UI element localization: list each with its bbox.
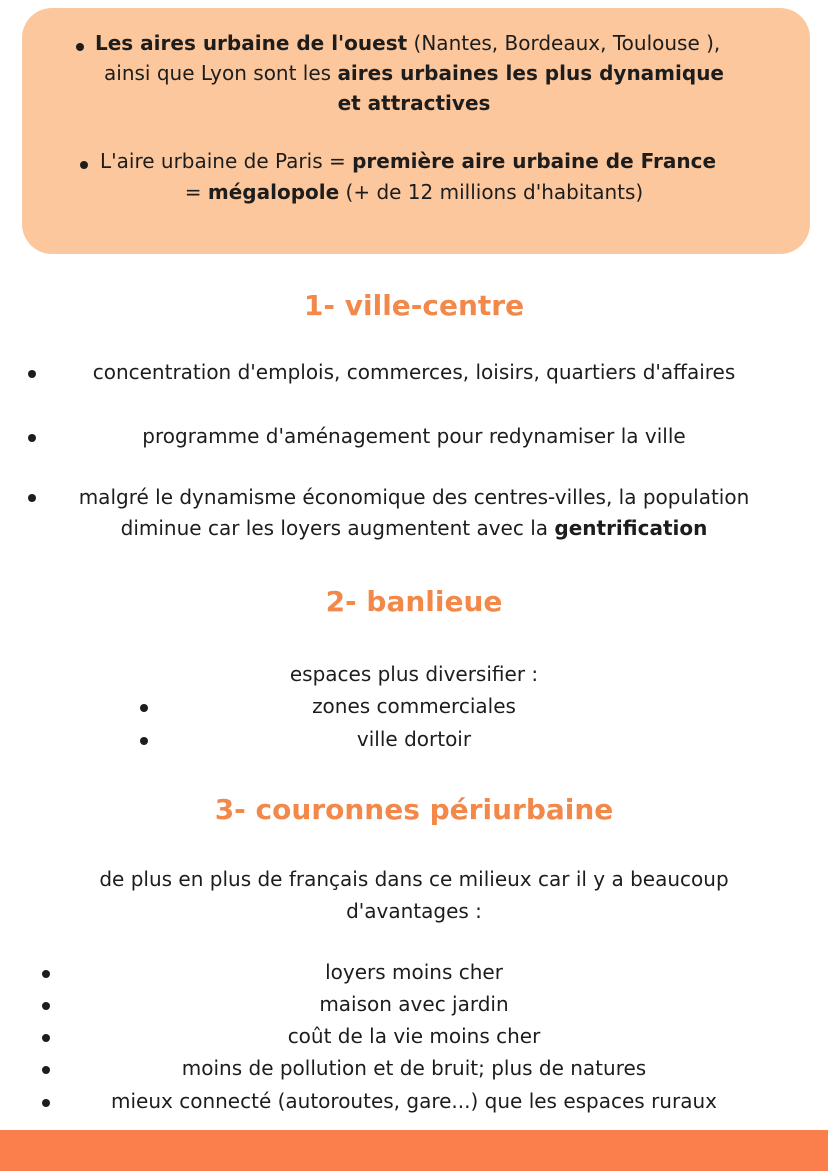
bold-text: et attractives — [337, 91, 491, 115]
section-title-banlieue: 2- banlieue — [325, 585, 503, 618]
list-item: concentration d'emplois, commerces, loisirs, quartiers d'affaires — [92, 360, 736, 384]
bold-text: gentrification — [554, 516, 708, 540]
list-item: loyers moins cher — [325, 960, 503, 984]
bullet-icon — [80, 161, 88, 169]
list-item: malgré le dynamisme économique des centres-villes, la population — [78, 485, 750, 509]
box-line-2 — [0, 59, 828, 87]
box-line-3 — [0, 89, 828, 117]
text: ainsi que Lyon sont les — [104, 61, 338, 85]
list-item: ville dortoir — [356, 727, 472, 751]
text: (+ de 12 millions d'habitants) — [339, 180, 644, 204]
list-item-continuation — [0, 514, 828, 542]
list-item: zones commerciales — [312, 694, 516, 718]
bold-text: Les aires urbaine de l'ouest — [95, 31, 408, 55]
text: diminue car les loyers augmentent avec la — [120, 516, 555, 540]
bold-text: aires urbaines les plus dynamique — [337, 61, 724, 85]
bold-text: première aire urbaine de France — [352, 149, 717, 173]
bullet-icon — [76, 43, 84, 51]
section-title-couronnes-periurbaine: 3- couronnes périurbaine — [214, 793, 614, 826]
section-intro: de plus en plus de français dans ce milieux car il y a beaucoup — [99, 867, 729, 891]
list-item: programme d'aménagement pour redynamiser la ville — [142, 424, 686, 448]
box-line-5 — [0, 178, 828, 206]
bold-text: mégalopole — [207, 180, 340, 204]
section-intro: espaces plus diversifier : — [289, 662, 539, 686]
section-title-ville-centre: 1- ville-centre — [303, 289, 525, 322]
list-item: maison avec jardin — [319, 992, 509, 1016]
box-line-4 — [100, 147, 716, 175]
list-item: mieux connecté (autoroutes, gare...) que les espaces ruraux — [111, 1089, 717, 1113]
list-item: coût de la vie moins cher — [287, 1024, 541, 1048]
list-item: moins de pollution et de bruit; plus de natures — [181, 1056, 647, 1080]
section-intro-continuation: d'avantages : — [346, 899, 482, 923]
text: = — [184, 180, 208, 204]
footer-bar — [0, 1130, 828, 1171]
text: (Nantes, Bordeaux, Toulouse ), — [407, 31, 721, 55]
text: L'aire urbaine de Paris = — [100, 149, 353, 173]
box-line-1 — [95, 29, 720, 57]
